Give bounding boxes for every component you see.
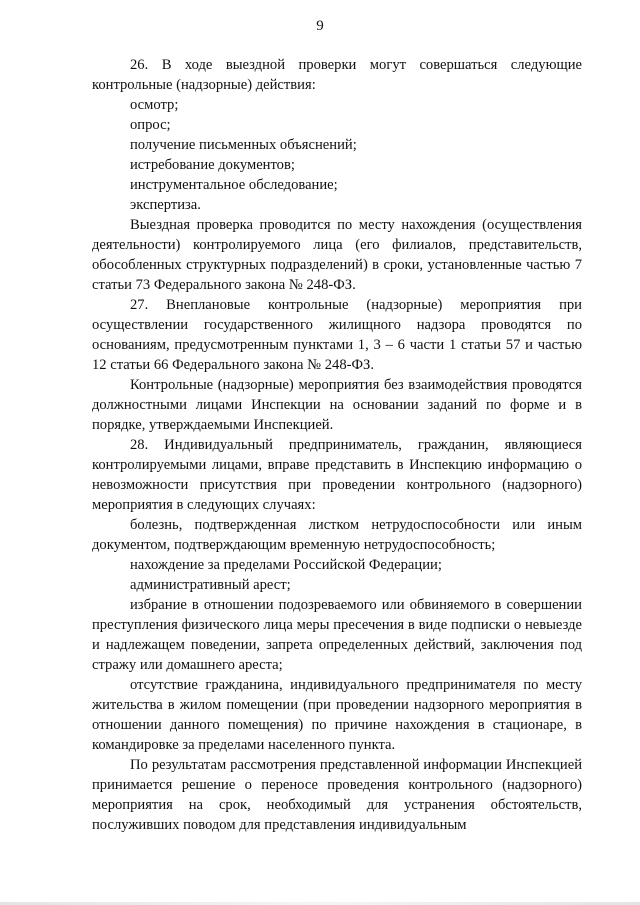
list-item: инструментальное обследование; xyxy=(130,177,338,193)
paragraph: По результатам рассмотрения представленной информации Инспекцией принимается решение о переносе проведения контрольного (надзорного) мероприятия на срок, необходимый для устранения обстоятельств, послуживших поводом для представления индивидуальным xyxy=(92,757,582,833)
list-item: получение письменных объяснений; xyxy=(130,137,357,153)
list-item: отсутствие гражданина, индивидуального предпринимателя по месту жительства в жилом помещении (при проведении надзорного мероприятия в отношении данного помещения) по причине нахождения в стационаре, в командировке за пределами населенного пункта. xyxy=(92,677,582,753)
list-item: болезнь, подтвержденная листком нетрудоспособности или иным документом, подтверждающим временную нетрудоспособность; xyxy=(92,517,582,553)
paragraph: Контрольные (надзорные) мероприятия без взаимодействия проводятся должностными лицами Инспекции на основании заданий по форме и в порядке, утверждаемыми Инспекцией. xyxy=(92,377,582,433)
list-item: истребование документов; xyxy=(130,157,295,173)
list-item: осмотр; xyxy=(130,97,179,113)
document-body xyxy=(92,55,582,835)
paragraph-27: 27. Внеплановые контрольные (надзорные) мероприятия при осуществлении государственного жилищного надзора проводятся по основаниям, предусмотренным пунктами 1, 3 – 6 части 1 статьи 57 и частью 12 статьи 66 Федерального закона № 248-ФЗ. xyxy=(92,297,582,373)
list-item: административный арест; xyxy=(130,577,291,593)
list-item: нахождение за пределами Российской Федерации; xyxy=(130,557,442,573)
paragraph-26: 26. В ходе выездной проверки могут совершаться следующие контрольные (надзорные) действия: xyxy=(92,57,582,93)
paragraph: Выездная проверка проводится по месту нахождения (осуществления деятельности) контролируемого лица (его филиалов, представительств, обособленных структурных подразделений) в сроки, установленные частью 7 статьи 73 Федерального закона № 248-ФЗ. xyxy=(92,217,582,293)
list-item: опрос; xyxy=(130,117,171,133)
page-number: 9 xyxy=(316,18,324,34)
list-item: экспертиза. xyxy=(130,197,201,213)
list-item: избрание в отношении подозреваемого или обвиняемого в совершении преступления физического лица меры пресечения в виде подписки о невыезде и надлежащем поведении, запрета определенных действий, заключения под стражу или домашнего ареста; xyxy=(92,597,582,673)
paragraph-28: 28. Индивидуальный предприниматель, гражданин, являющиеся контролируемыми лицами, вправе представить в Инспекцию информацию о невозможности присутствия при проведении контрольного (надзорного) мероприятия в следующих случаях: xyxy=(92,437,582,513)
